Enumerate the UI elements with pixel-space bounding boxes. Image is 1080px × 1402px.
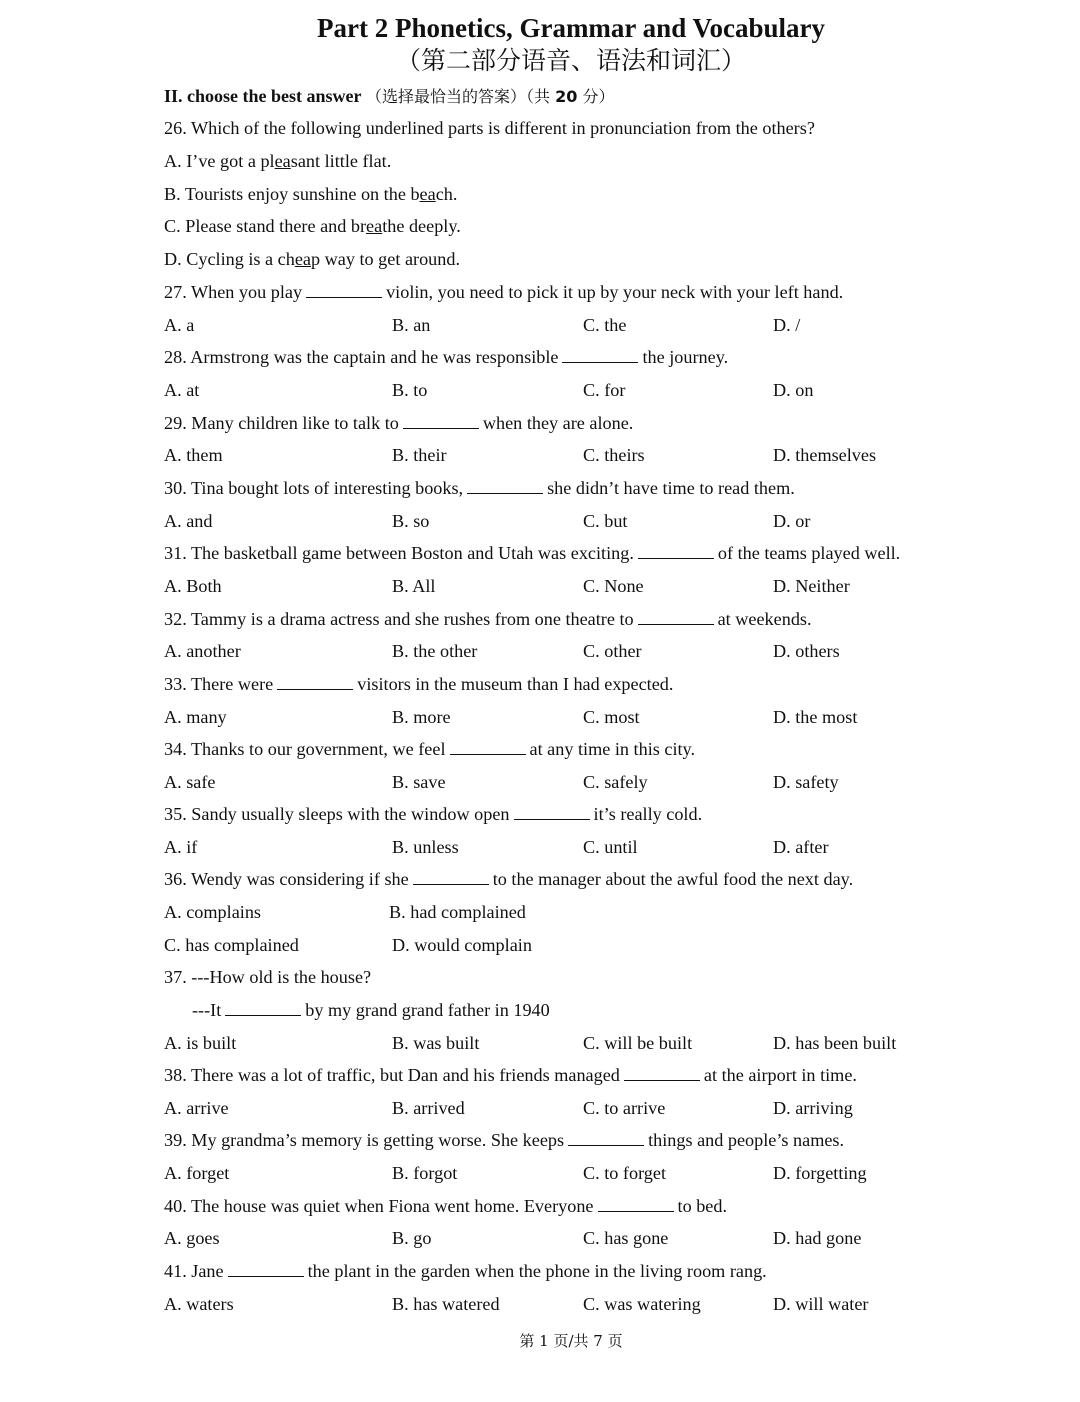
question-31-option-b: B. All: [392, 575, 436, 596]
section-label: II. choose the best answer: [164, 86, 362, 106]
question-30-option-b: B. so: [392, 510, 430, 531]
question-27-option-d: D. /: [773, 314, 801, 335]
question-39-option-d: D. forgetting: [773, 1163, 867, 1183]
question-32-option-b: B. the other: [392, 641, 478, 662]
question-33-option-c: C. most: [583, 706, 640, 727]
question-36-option-a: A. complains: [164, 902, 261, 922]
question-40-option-d: D. had gone: [773, 1228, 862, 1249]
question-30-option-d: D. or: [773, 510, 811, 531]
question-38-option-c: C. to arrive: [583, 1097, 666, 1118]
question-39-option-a: A. forget: [164, 1163, 230, 1183]
question-40-option-a: A. goes: [164, 1228, 220, 1249]
answer-blank: [562, 345, 638, 363]
question-31-option-a: A. Both: [164, 575, 222, 596]
question-32-option-c: C. other: [583, 641, 642, 662]
question-39-option-b: B. forgot: [392, 1163, 458, 1183]
question-34-option-d: D. safety: [773, 771, 839, 792]
question-37-option-a: A. is built: [164, 1033, 237, 1053]
question-40-option-b: B. go: [392, 1228, 432, 1249]
question-27-stem: 27. When you play violin, you need to pick it up by your neck with your left hand.: [164, 282, 844, 302]
answer-blank: [403, 411, 479, 429]
question-41-option-d: D. will water: [773, 1293, 869, 1314]
page-footer: 第 1 页/共 7 页: [519, 1332, 623, 1350]
question-36-option-d: D. would complain: [392, 935, 532, 955]
question-36-option-b: B. had complained: [389, 902, 526, 922]
question-35-option-c: C. until: [583, 837, 638, 858]
page-title: Part 2 Phonetics, Grammar and Vocabulary: [317, 13, 825, 43]
answer-blank: [225, 998, 301, 1016]
section-note: （选择最恰当的答案）（共 20 分）: [366, 87, 615, 106]
question-38-stem: 38. There was a lot of traffic, but Dan and his friends managed at the airport in time.: [164, 1065, 857, 1085]
question-28-option-c: C. for: [583, 380, 626, 400]
question-26-option-c: C. Please stand there and breathe deeply.: [164, 216, 461, 236]
question-30-stem: 30. Tina bought lots of interesting books, she didn’t have time to read them.: [164, 477, 795, 498]
answer-blank: [514, 802, 590, 820]
answer-blank: [638, 541, 714, 559]
question-34-stem: 34. Thanks to our government, we feel at any time in this city.: [164, 739, 696, 760]
question-33-option-b: B. more: [392, 706, 451, 727]
page-subtitle: （第二部分语音、语法和词汇）: [395, 46, 746, 75]
question-34-option-c: C. safely: [583, 771, 648, 792]
answer-blank: [450, 737, 526, 755]
question-32-option-d: D. others: [773, 641, 840, 662]
question-34-option-a: A. safe: [164, 771, 216, 792]
question-29-option-b: B. their: [392, 445, 447, 466]
answer-blank: [624, 1063, 700, 1081]
question-32-option-a: A. another: [164, 641, 241, 662]
question-41-option-c: C. was watering: [583, 1293, 701, 1314]
question-40-option-c: C. has gone: [583, 1228, 669, 1249]
question-30-option-a: A. and: [164, 510, 213, 531]
question-29-stem: 29. Many children like to talk to when they are alone.: [164, 412, 634, 433]
question-41-option-b: B. has watered: [392, 1293, 500, 1314]
question-38-option-d: D. arriving: [773, 1097, 853, 1118]
question-34-option-b: B. save: [392, 771, 446, 792]
question-28-option-d: D. on: [773, 380, 814, 400]
question-41-option-a: A. waters: [164, 1293, 234, 1314]
question-29-option-c: C. theirs: [583, 445, 645, 466]
question-30-option-c: C. but: [583, 510, 628, 531]
question-33-option-a: A. many: [164, 706, 227, 727]
question-35-option-d: D. after: [773, 837, 829, 858]
question-31-option-c: C. None: [583, 575, 644, 596]
question-26-option-d: D. Cycling is a cheap way to get around.: [164, 249, 460, 269]
question-36-stem: 36. Wendy was considering if she to the manager about the awful food the next day.: [164, 869, 854, 889]
question-26-option-a: A. I’ve got a pleasant little flat.: [164, 151, 392, 171]
question-37-option-c: C. will be built: [583, 1033, 693, 1053]
question-32-stem: 32. Tammy is a drama actress and she rushes from one theatre to at weekends.: [164, 608, 812, 629]
question-38-option-a: A. arrive: [164, 1097, 229, 1118]
question-35-option-b: B. unless: [392, 837, 459, 858]
question-26-stem: 26. Which of the following underlined parts is different in pronunciation from the others?: [164, 118, 815, 138]
section-heading: [164, 84, 614, 109]
answer-blank: [638, 607, 714, 625]
question-26-option-b: B. Tourists enjoy sunshine on the beach.: [164, 184, 458, 204]
question-28-option-b: B. to: [392, 380, 428, 400]
question-31-option-d: D. Neither: [773, 575, 850, 596]
question-35-stem: 35. Sandy usually sleeps with the window open it’s really cold.: [164, 804, 703, 825]
question-29-option-a: A. them: [164, 445, 223, 466]
question-39-option-c: C. to forget: [583, 1163, 667, 1183]
question-27-option-c: C. the: [583, 314, 627, 335]
question-38-option-b: B. arrived: [392, 1097, 465, 1118]
question-27-option-b: B. an: [392, 314, 431, 335]
question-28-option-a: A. at: [164, 380, 200, 400]
answer-blank: [467, 476, 543, 494]
question-39-stem: 39. My grandma’s memory is getting worse. She keeps things and people’s names.: [164, 1130, 845, 1151]
answer-blank: [277, 672, 353, 690]
question-33-stem: 33. There were visitors in the museum than I had expected.: [164, 673, 674, 694]
question-40-stem: 40. The house was quiet when Fiona went home. Everyone to bed.: [164, 1195, 728, 1216]
answer-blank: [568, 1128, 644, 1146]
question-29-option-d: D. themselves: [773, 445, 877, 466]
answer-blank: [598, 1194, 674, 1212]
answer-blank: [413, 867, 489, 885]
question-33-option-d: D. the most: [773, 706, 858, 727]
question-37-stem: 37. ---How old is the house?: [164, 967, 372, 987]
question-37-reply: ---It by my grand grand father in 1940: [192, 1000, 550, 1020]
question-31-stem: 31. The basketball game between Boston and Utah was exciting. of the teams played well.: [164, 543, 901, 564]
question-41-stem: 41. Jane the plant in the garden when the phone in the living room rang.: [164, 1260, 767, 1281]
question-37-option-d: D. has been built: [773, 1033, 897, 1053]
question-27-option-a: A. a: [164, 314, 195, 335]
answer-blank: [306, 280, 382, 298]
question-37-option-b: B. was built: [392, 1033, 480, 1053]
question-35-option-a: A. if: [164, 837, 198, 858]
answer-blank: [228, 1259, 304, 1277]
question-28-stem: 28. Armstrong was the captain and he was responsible the journey.: [164, 347, 729, 368]
question-36-option-c: C. has complained: [164, 935, 299, 955]
